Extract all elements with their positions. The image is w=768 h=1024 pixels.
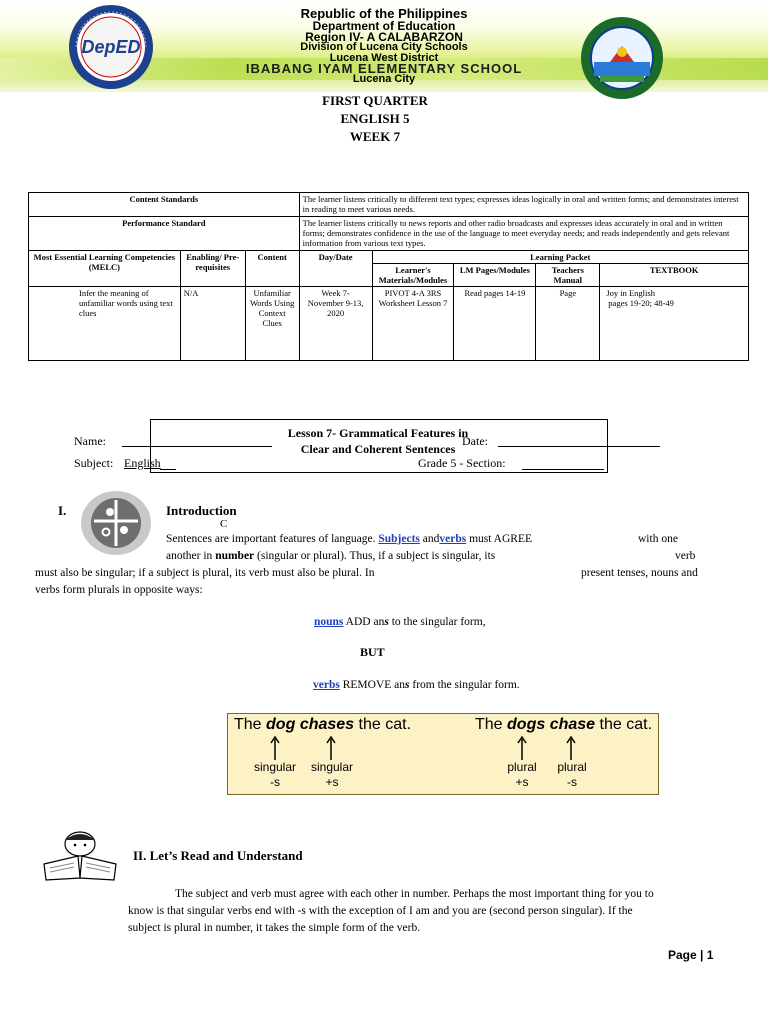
label-singular-1 <box>245 760 305 790</box>
label-word: plural <box>507 760 537 774</box>
lesson-title <box>150 425 606 457</box>
label-word: singular <box>310 760 354 774</box>
title-week: WEEK 7 <box>349 129 401 144</box>
subject-value: English <box>124 456 161 470</box>
header-textbook: TEXTBOOK <box>600 264 749 287</box>
label-word: plural <box>557 760 587 774</box>
performance-standard-label: Performance Standard <box>29 217 300 251</box>
verb-word: verb <box>675 550 696 562</box>
must-agree: must AGREE <box>469 533 533 545</box>
section2-heading: II. Let’s Read and Understand <box>133 848 303 863</box>
verbs-word: verbs <box>439 533 467 545</box>
nouns-rule-b: to the singular form, <box>391 616 486 628</box>
line2-b: (singular or plural). Thus, if a subject is singular, its <box>257 550 496 562</box>
intro-numeral: I. <box>58 503 67 518</box>
header-content: Content <box>245 251 299 287</box>
header-division: Division of Lucena City Schools <box>300 41 468 53</box>
number-word: number <box>215 550 255 562</box>
arrow-up-icon <box>326 736 336 760</box>
line3-a: must also be singular; if a subject is plural, its verb must also be plural. In <box>35 567 375 579</box>
page-number: Page | 1 <box>668 948 714 962</box>
nouns-s: s <box>384 616 389 628</box>
row-learners-materials: PIVOT 4-A 3RS Worksheet Lesson 7 <box>372 287 454 361</box>
header-republic: Republic of the Philippines <box>300 6 468 21</box>
verbs-rule-b: from the singular form. <box>412 679 520 691</box>
content-standards-text: The learner listens critically to different text types; expresses ideas logically in oral and written forms; and demonstrates interest in reading to meet various needs. <box>299 193 748 217</box>
left-chases: chases <box>299 716 355 733</box>
left-sentence <box>234 716 411 734</box>
verbs-rule-a: REMOVE an <box>342 679 406 691</box>
header-city: Lucena City <box>352 73 416 85</box>
right-dogs: dogs <box>507 716 546 733</box>
title-quarter: FIRST QUARTER <box>322 93 428 108</box>
lesson-title-line1: Lesson 7- Grammatical Features in <box>287 426 469 440</box>
row-day-date: Week 7- November 9-13, 2020 <box>299 287 372 361</box>
row-lm-pages: Read pages 14-19 <box>454 287 536 361</box>
row-enabling: N/A <box>180 287 245 361</box>
row-content: Unfamiliar Words Using Context Clues <box>245 287 299 361</box>
intro-line2 <box>166 548 495 565</box>
arrow-up-icon <box>566 736 576 760</box>
date-label: Date: <box>462 434 488 448</box>
subject-verb-example-box <box>227 713 659 795</box>
intro-stray-letter: C <box>220 518 228 530</box>
intro-p1: Sentences are important features of language. <box>166 533 376 545</box>
nouns-rule-a: ADD an <box>345 616 385 628</box>
left-rest: the cat. <box>358 716 412 733</box>
section2-line2: know is that singular verbs end with -s with the exception of I am and you are (second person singular). If the <box>128 905 633 917</box>
verbs-rule <box>313 677 520 694</box>
label-word: singular <box>253 760 297 774</box>
date-field[interactable] <box>498 446 660 447</box>
subject-label: Subject: <box>74 456 114 470</box>
arrow-up-icon <box>517 736 527 760</box>
nouns-word: nouns <box>314 616 344 628</box>
subjects-word: Subjects <box>378 533 420 545</box>
puzzle-icon <box>80 490 152 556</box>
with-one: with one <box>638 533 678 545</box>
left-dog: dog <box>266 716 296 733</box>
name-field[interactable] <box>122 446 272 447</box>
and-word: and <box>422 533 440 545</box>
lesson-title-line2: Clear and Coherent Sentences <box>300 442 456 456</box>
row-teachers-manual: Page <box>536 287 600 361</box>
label-singular-2 <box>302 760 362 790</box>
title-subject: ENGLISH 5 <box>340 111 410 126</box>
line2-a: another in <box>166 550 213 562</box>
section2-line1: The subject and verb must agree with each other in number. Perhaps the most important thing for you to <box>175 888 654 900</box>
intro-heading: Introduction <box>166 503 237 518</box>
grade-section-label: Grade 5 - Section: <box>418 456 506 470</box>
content-standards-label: Content Standards <box>29 193 300 217</box>
header-learners-materials: Learner's Materials/Modules <box>372 264 454 287</box>
textbook-pages: pages 19-20; 48-49 <box>608 298 674 308</box>
section2-line3: subject is plural in number, it takes the simple form of the verb. <box>128 922 421 934</box>
label-mark: -s <box>567 775 577 789</box>
label-mark: +s <box>325 775 339 789</box>
header-learning-packet: Learning Packet <box>372 251 749 264</box>
line4: verbs form plurals in opposite ways: <box>35 584 203 596</box>
verbs-word-2: verbs <box>313 679 340 691</box>
header-lm-pages: LM Pages/Modules <box>454 264 536 287</box>
header-department: Department of Education <box>312 19 456 33</box>
header-melc: Most Essential Learning Competencies (MELC) <box>29 251 181 287</box>
section-field[interactable] <box>522 469 604 470</box>
name-label: Name: <box>74 434 106 448</box>
header-teachers-manual: Teachers Manual <box>536 264 600 287</box>
header-district: Lucena West District <box>329 52 439 64</box>
right-chase: chase <box>549 716 596 733</box>
label-plural-2 <box>542 760 602 790</box>
reading-child-icon <box>40 830 120 882</box>
label-mark: -s <box>270 775 280 789</box>
row-melc: Infer the meaning of unfamiliar words using text clues <box>29 287 181 361</box>
header-enabling: Enabling/ Pre-requisites <box>180 251 245 287</box>
right-sentence <box>475 716 652 734</box>
row-textbook <box>600 287 749 361</box>
subject-underline <box>160 469 176 470</box>
right-rest: the cat. <box>599 716 653 733</box>
intro-line1 <box>166 531 532 548</box>
line3-b: present tenses, nouns and <box>581 567 698 579</box>
melc-table <box>28 192 749 361</box>
but-word: BUT <box>360 645 385 659</box>
header-region: Region IV- A CALABARZON <box>305 30 463 44</box>
textbook-title: Joy in English <box>606 288 655 298</box>
verbs-s: s <box>405 679 410 691</box>
label-mark: +s <box>515 775 529 789</box>
arrow-up-icon <box>270 736 280 760</box>
header-school: IBABANG IYAM ELEMENTARY SCHOOL <box>245 61 523 76</box>
header-day-date: Day/Date <box>299 251 372 287</box>
nouns-rule <box>314 614 486 631</box>
performance-standard-text: The learner listens critically to news reports and other radio broadcasts and expresses ideas accurately in oral and in written forms; demonstrates confidence in the use of the language to meet everyday needs; and reads independently and gets relevant information from various text types. <box>299 217 748 251</box>
right-the: The <box>475 716 503 733</box>
deped-logo-text: DepED <box>81 37 141 57</box>
left-the: The <box>234 716 262 733</box>
